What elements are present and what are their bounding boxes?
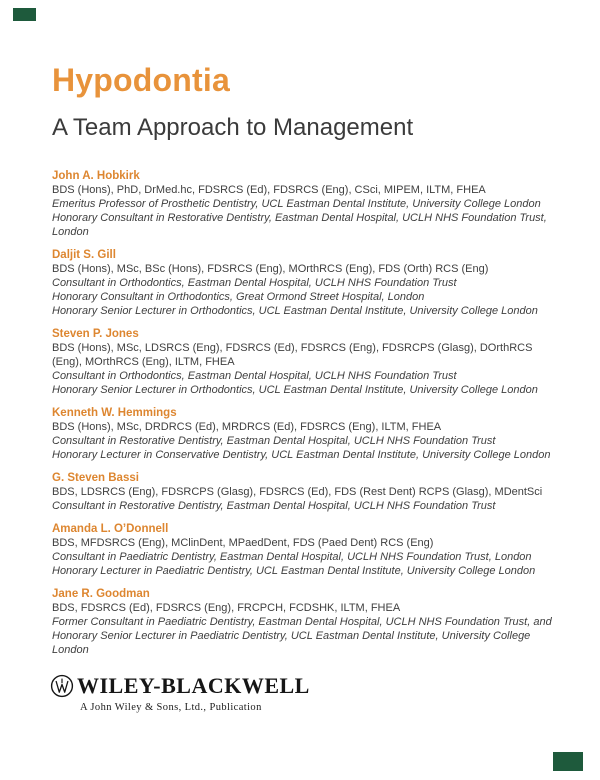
author-qualifications: BDS (Hons), MSc, LDSRCS (Eng), FDSRCS (Ed), FDSRCS (Eng), FDSRCPS (Glasg), DOrthRCS (Eng), MOrthRCS (Eng), ILTM, FHEA xyxy=(52,342,533,368)
publisher-logo xyxy=(50,674,310,698)
author-list xyxy=(52,169,555,657)
publisher-tagline: A John Wiley & Sons, Ltd., Publication xyxy=(80,702,262,713)
author-qualifications: BDS, FDSRCS (Ed), FDSRCS (Eng), FRCPCH, FCDSHK, ILTM, FHEA xyxy=(52,602,401,614)
author-block xyxy=(52,587,555,657)
author-role: Consultant in Paediatric Dentistry, Eastman Dental Hospital, UCLH NHS Foundation Trust, London xyxy=(52,551,532,563)
author-role: Former Consultant in Paediatric Dentistry, Eastman Dental Hospital, UCLH NHS Foundation Trust, and Honorary Senior Lecturer in Paediatric Dentistry, UCL Eastman Dental Institute, University College London xyxy=(52,616,552,656)
content-column xyxy=(52,0,555,666)
author-block xyxy=(52,406,555,462)
author-qualifications: BDS, LDSRCS (Eng), FDSRCPS (Glasg), FDSRCS (Ed), FDS (Rest Dent) RCPS (Glasg), MDentSci xyxy=(52,486,543,498)
author-role: Consultant in Restorative Dentistry, Eastman Dental Hospital, UCLH NHS Foundation Trust xyxy=(52,435,496,447)
corner-mark-bottom-right xyxy=(553,752,583,771)
author-role: Honorary Lecturer in Conservative Dentistry, UCL Eastman Dental Institute, University College London xyxy=(52,449,551,461)
author-block xyxy=(52,471,555,513)
author-qualifications: BDS (Hons), PhD, DrMed.hc, FDSRCS (Ed), FDSRCS (Eng), CSci, MIPEM, ILTM, FHEA xyxy=(52,184,486,196)
author-name: John A. Hobkirk xyxy=(52,170,140,182)
author-role: Honorary Senior Lecturer in Orthodontics, UCL Eastman Dental Institute, University College London xyxy=(52,305,538,317)
author-name: G. Steven Bassi xyxy=(52,472,139,484)
author-block xyxy=(52,327,555,397)
author-name: Daljit S. Gill xyxy=(52,249,116,261)
author-block xyxy=(52,522,555,578)
author-block xyxy=(52,169,555,239)
author-qualifications: BDS (Hons), MSc, BSc (Hons), FDSRCS (Eng), MOrthRCS (Eng), FDS (Orth) RCS (Eng) xyxy=(52,263,489,275)
author-role: Honorary Lecturer in Paediatric Dentistry, UCL Eastman Dental Institute, University College London xyxy=(52,565,536,577)
author-role: Honorary Consultant in Orthodontics, Great Ormond Street Hospital, London xyxy=(52,291,425,303)
page-subtitle: A Team Approach to Management xyxy=(52,114,414,141)
author-qualifications: BDS, MFDSRCS (Eng), MClinDent, MPaedDent, FDS (Paed Dent) RCS (Eng) xyxy=(52,537,434,549)
author-role: Consultant in Orthodontics, Eastman Dental Hospital, UCLH NHS Foundation Trust xyxy=(52,277,457,289)
author-name: Kenneth W. Hemmings xyxy=(52,407,177,419)
author-name: Steven P. Jones xyxy=(52,328,139,340)
wiley-colophon-icon xyxy=(50,674,74,698)
corner-mark-top-left xyxy=(13,8,36,21)
author-role: Consultant in Restorative Dentistry, Eastman Dental Hospital, UCLH NHS Foundation Trust xyxy=(52,500,496,512)
author-role: Emeritus Professor of Prosthetic Dentistry, UCL Eastman Dental Institute, University College London xyxy=(52,198,541,210)
author-name: Jane R. Goodman xyxy=(52,588,150,600)
author-role: Consultant in Orthodontics, Eastman Dental Hospital, UCLH NHS Foundation Trust xyxy=(52,370,457,382)
page-title: Hypodontia xyxy=(52,62,230,98)
author-role: Honorary Consultant in Restorative Dentistry, Eastman Dental Hospital, UCLH NHS Foundation Trust, London xyxy=(52,212,547,238)
author-block xyxy=(52,248,555,318)
author-role: Honorary Senior Lecturer in Orthodontics, UCL Eastman Dental Institute, University College London xyxy=(52,384,538,396)
author-name: Amanda L. O’Donnell xyxy=(52,523,169,535)
author-qualifications: BDS (Hons), MSc, DRDRCS (Ed), MRDRCS (Ed), FDSRCS (Eng), ILTM, FHEA xyxy=(52,421,442,433)
publisher-name: WILEY-BLACKWELL xyxy=(77,673,310,698)
